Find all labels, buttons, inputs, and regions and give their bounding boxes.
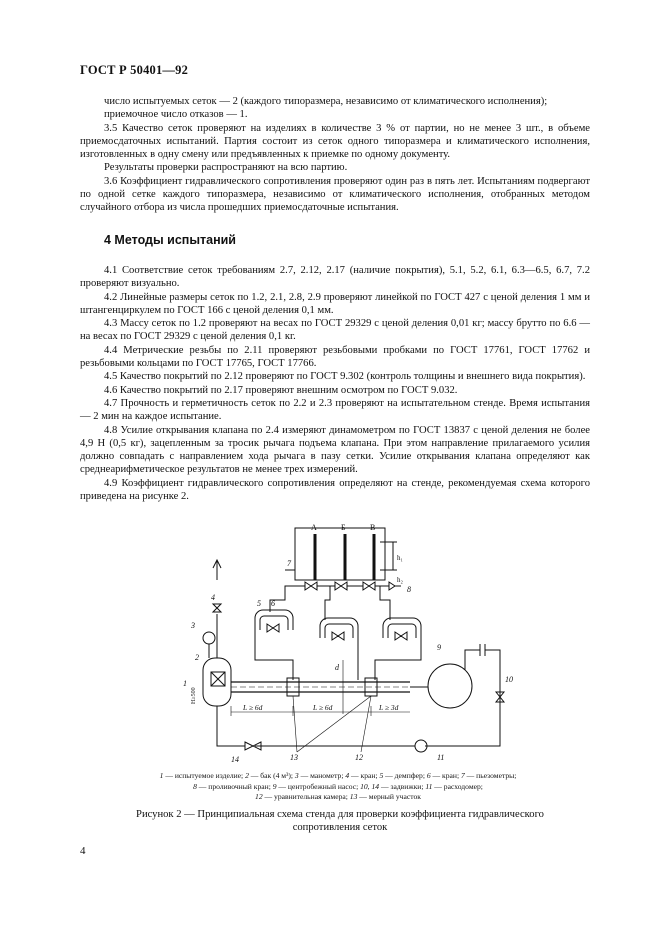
paragraph: Результаты проверки распространяют на всю партию.	[104, 162, 348, 174]
section-title: 4 Методы испытаний	[104, 233, 236, 247]
top-text-block	[80, 95, 590, 215]
legend-item: 6 — кран;	[426, 771, 461, 780]
piezometer-board	[285, 528, 397, 580]
label-14: 14	[231, 755, 239, 764]
legend-item: 11 — расходомер;	[425, 781, 483, 791]
dampers	[255, 610, 421, 640]
legend-item: 5 — демпфер;	[379, 771, 427, 780]
crane-valves	[293, 582, 401, 590]
legend-item: 10, 14 — задвижки;	[360, 781, 426, 791]
label-5: 5	[257, 599, 261, 608]
paragraph: 4.3 Массу сеток по 1.2 проверяют на весах по ГОСТ 29329 с ценой деления 0,01 кг; массу брутто по 6.6 — на весах по ГОСТ 29329 с ценой деления 0,1 кг.	[80, 318, 590, 343]
label-3: 3	[191, 621, 195, 630]
label-7: 7	[287, 559, 291, 568]
label-10: 10	[505, 675, 513, 684]
paragraph: 4.1 Соответствие сеток требованиям 2.7, 2.12, 2.17 (наличие покрытия), 5.1, 5.2, 6.1, 6.3—6.5, 6.7, 7.2 проверяют визуально.	[80, 265, 590, 290]
paragraph: 4.4 Метрические резьбы по 2.11 проверяют резьбовыми пробками по ГОСТ 17761, ГОСТ 17762 и резьбовыми кольцами по ГОСТ 17765, ГОСТ 17766.	[80, 344, 590, 370]
piezometer-label-b: Б	[341, 523, 346, 532]
tank	[203, 560, 231, 706]
document-header: ГОСТ Р 50401—92	[80, 63, 189, 77]
paragraph: 4.8 Усилие открывания клапана по 2.4 измеряют динамометром по ГОСТ 13837 с ценой деления не более 4,9 Н (0,5 кг), зацепленным за тросик рычага подъема клапана. При этом направление прилагаемого усилия должно совпадать с направлением хода рычага в пазу сетки. Усилие открывания клапана определяют как среднеарифметическое результатов не менее трех измерений.	[80, 424, 590, 476]
length-label-1: L ≥ 6d	[243, 703, 263, 712]
height-label-h1: h₁	[397, 554, 403, 562]
impulse-lines	[270, 586, 390, 620]
height-label-h2: h₂	[397, 576, 403, 584]
paragraph: число испытуемых сеток — 2 (каждого типоразмера, независимо от климатического исполнения);	[104, 96, 548, 107]
figure-caption: Рисунок 2 — Принципиальная схема стенда для проверки коэффициента гидравлического сопротивления сеток	[136, 809, 544, 833]
paragraph: 3.5 Качество сеток проверяют на изделиях в количестве 3 % от партии, но не менее 3 шт., в объеме приемосдаточных испытаний. Партия состоит из сеток одного типоразмера и климатического исполнения, изготовленных в одну смену или предъявленных к приемке по одному документу.	[80, 122, 590, 161]
label-12: 12	[355, 753, 363, 762]
legend-item: 2 — бак (4 м³);	[245, 771, 295, 780]
figure-legend	[108, 771, 568, 803]
legend-item: 7 — пьезометры;	[460, 771, 517, 780]
label-8: 8	[407, 585, 411, 594]
legend-item: 3 — манометр;	[294, 771, 346, 780]
paragraph: 3.6 Коэффициент гидравлического сопротивления проверяют один раз в пять лет. Испытаниям подвергают по одной сетке каждого типоразмера, независимо от климатического исполнения, отобранных методом случайного отбора из числа прошедших приемосдаточные испытания.	[80, 175, 590, 214]
length-label-2: L ≥ 6d	[313, 703, 333, 712]
diameter-label: d	[335, 663, 339, 672]
label-6: 6	[271, 599, 275, 608]
label-2: 2	[195, 653, 199, 662]
label-13: 13	[290, 753, 298, 762]
legend-item: 1 — испытуемое изделие;	[159, 771, 246, 780]
length-label-3: L ≥ 3d	[379, 703, 399, 712]
paragraph: приемочное число отказов — 1.	[104, 109, 248, 121]
paragraph: 4.5 Качество покрытий по 2.12 проверяют по ГОСТ 9.302 (контроль толщины и внешнего вида покрытия).	[104, 371, 586, 383]
paragraph: 4.7 Прочность и герметичность сеток по 2.2 и 2.3 проверяют на испытательном стенде. Время испытания — 2 мин на каждое испытание.	[80, 397, 590, 423]
pipe-taps	[255, 630, 421, 680]
paragraph: 4.2 Линейные размеры сеток по 1.2, 2.1, 2.8, 2.9 проверяют линейкой по ГОСТ 427 с ценой деления 1 мм и штангенциркулем по ГОСТ 166 с ценой деления 0,1 мм.	[80, 291, 590, 316]
page-number: 4	[80, 845, 86, 857]
test-stand-schematic	[175, 520, 535, 770]
legend-item: 4 — кран;	[345, 771, 380, 780]
methods-text-block	[80, 264, 590, 503]
legend-item: 8 — проливочный кран;	[193, 781, 273, 791]
legend-item: 13 — мерный участок	[349, 792, 421, 801]
legend-item: 12 — уравнительная камера;	[255, 792, 350, 801]
paragraph: 4.6 Качество покрытий по 2.17 проверяют внешним осмотром по ГОСТ 9.032.	[104, 384, 458, 396]
height-dimension: H≥500	[191, 687, 197, 704]
piezometer-label-v: В	[370, 523, 376, 532]
label-4: 4	[211, 593, 215, 602]
label-9: 9	[437, 643, 441, 652]
label-1: 1	[183, 679, 187, 688]
paragraph: 4.9 Коэффициент гидравлического сопротивления определяют на стенде, рекомендуемая схема которого приведена на рисунке 2.	[80, 477, 590, 503]
legend-item: 9 — центробежный насос;	[272, 781, 361, 791]
label-11: 11	[437, 753, 445, 762]
piezometer-label-a: А	[311, 523, 317, 532]
